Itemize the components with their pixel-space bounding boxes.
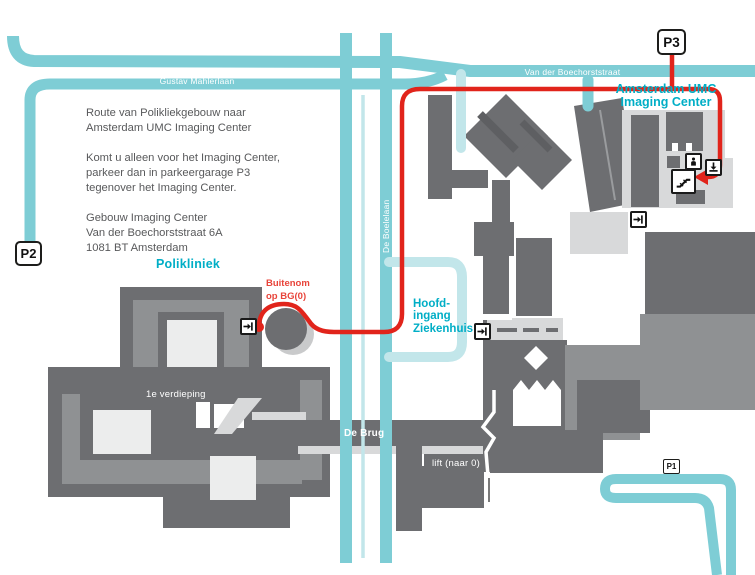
street-label-de-boelelaan: De Boelelaan [381, 199, 391, 253]
imaging-center-label-line: Imaging Center [620, 95, 712, 109]
route-description [86, 106, 280, 271]
escalator-glyph [675, 173, 692, 190]
hoofdingang-label [413, 298, 473, 335]
exit-arrow-glyph [243, 321, 254, 332]
parking-advice [86, 151, 280, 196]
info-line: Amsterdam UMC Imaging Center [86, 122, 252, 134]
parking-sign-p1: P1 [663, 459, 680, 474]
buitenom-label [266, 277, 310, 303]
p1-road-loop [605, 479, 731, 575]
imaging-entrance-icon [705, 159, 722, 176]
buitenom-label-line: op BG(0) [266, 291, 307, 302]
info-line: 1081 BT Amsterdam [86, 242, 188, 254]
info-line: Van der Boechorststraat 6A [86, 227, 223, 239]
lift-label: lift (naar 0) [432, 458, 481, 469]
info-line: tegenover het Imaging Center. [86, 182, 237, 194]
entrance-down-glyph [708, 162, 719, 173]
info-line: Route van Polikliekgebouw naar [86, 107, 246, 119]
street-label-gustav-mahlerlaan: Gustav Mahlerlaan [159, 76, 235, 86]
polikliniek-label: Polikliniek [155, 257, 221, 271]
info-line: Gebouw Imaging Center [86, 212, 208, 224]
escalator-icon [671, 169, 696, 194]
exit-arrow-glyph [633, 214, 644, 225]
info-line: parkeer dan in parkeergarage P3 [86, 167, 251, 179]
parking-sign-p3: P3 [657, 29, 686, 55]
street-label-van-der-boechorststraat: Van der Boechorststraat [524, 67, 621, 77]
polikliniek-exit-icon [240, 318, 257, 335]
de-brug-label: De Brug [344, 428, 385, 439]
imaging-exit-icon [630, 211, 647, 228]
parking-sign-p2: P2 [15, 241, 42, 266]
hoofdingang-label-line: Ziekenhuis [413, 322, 474, 335]
hoofdingang-label-line: Hoofd- [413, 298, 451, 310]
eerste-verdieping-label: 1e verdieping [146, 389, 206, 400]
imaging-center-label-line: Amsterdam UMC [615, 82, 717, 96]
address-block [86, 211, 280, 256]
info-line: Komt u alleen voor het Imaging Center, [86, 152, 281, 164]
elevator-person-glyph [688, 156, 699, 167]
entrance-arrow-glyph [477, 326, 488, 337]
elevator-icon [685, 153, 702, 170]
buitenom-label-line: Buitenom [266, 278, 310, 289]
hoofdingang-entrance-icon [474, 323, 491, 340]
hoofdingang-label-line: ingang [413, 310, 451, 323]
imaging-center-label [608, 83, 724, 109]
route-title [86, 106, 280, 136]
